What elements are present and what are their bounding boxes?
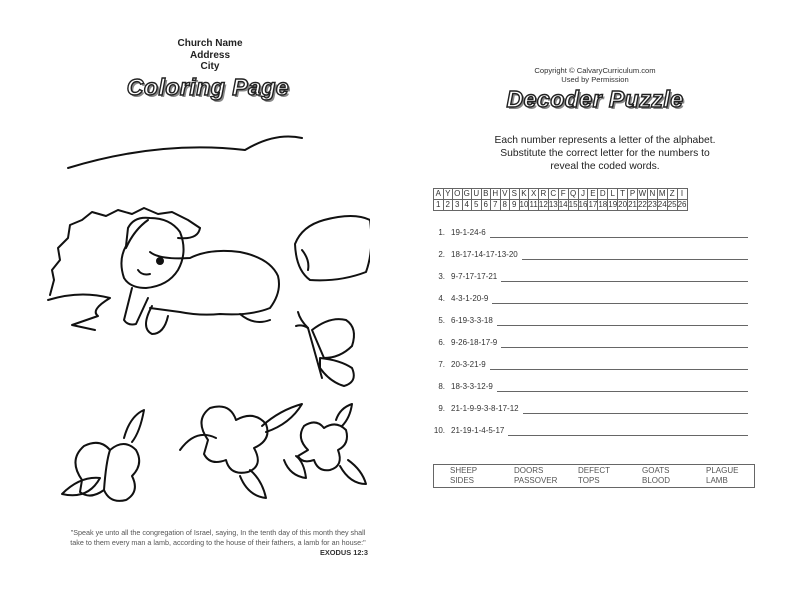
cipher-number-cell: 15 <box>568 200 578 209</box>
answer-line[interactable] <box>501 347 748 348</box>
item-number: 6. <box>438 338 445 347</box>
item-number: 3. <box>438 272 445 281</box>
instruction-line-2: Substitute the correct letter for the numbers to <box>500 148 710 159</box>
coded-word-item <box>433 382 753 396</box>
coded-word-item <box>433 272 753 286</box>
cipher-letter-cell: R <box>538 189 548 200</box>
word-bank-word: LAMB <box>706 476 728 485</box>
lamb-butterfly-flowers-illustration <box>40 120 370 520</box>
coded-number-sequence: 6-19-3-3-18 <box>451 316 493 325</box>
cipher-number-cell: 8 <box>500 200 510 211</box>
cipher-letter-cell: F <box>558 189 568 200</box>
coded-number-sequence: 9-26-18-17-9 <box>451 338 498 347</box>
coded-word-item <box>433 294 753 308</box>
cipher-letter-cell: I <box>677 189 687 200</box>
word-bank-word: DOORS <box>514 466 544 475</box>
coded-word-item <box>433 228 753 242</box>
cipher-number-cell: 13 <box>548 200 558 209</box>
answer-line[interactable] <box>508 435 748 436</box>
cipher-letter-cell: S <box>510 189 520 200</box>
item-number: 4. <box>438 294 445 303</box>
word-bank-word: TOPS <box>578 476 600 485</box>
cipher-number-cell: 21 <box>628 200 637 209</box>
decoder-puzzle-title: Decoder Puzzle <box>506 86 684 112</box>
cipher-number-cell: 12 <box>538 200 548 209</box>
hill-line <box>68 137 302 169</box>
rock <box>295 216 370 280</box>
cipher-letter-cell: E <box>588 189 598 200</box>
cipher-number-cell: 26 <box>677 200 687 209</box>
answer-line[interactable] <box>501 281 748 282</box>
verse-line-1: "Speak ye unto all the congregation of Israel, saying, In the tenth day of this month they shall <box>70 528 366 537</box>
cipher-letter-cell: Z <box>667 189 677 200</box>
coded-number-sequence: 9-7-17-17-21 <box>451 272 498 281</box>
coded-word-item <box>433 316 753 330</box>
verse-reference: EXODUS 12:3 <box>319 548 368 557</box>
church-info <box>130 38 290 73</box>
item-number: 7. <box>438 360 445 369</box>
cipher-letter-cell: C <box>548 189 558 200</box>
coded-word-item <box>433 404 753 418</box>
coded-number-sequence: 18-17-14-17-13-20 <box>451 250 518 259</box>
answer-line[interactable] <box>522 259 748 260</box>
answer-line[interactable] <box>492 303 748 304</box>
cipher-letter-cell: W <box>638 189 647 198</box>
cipher-number-cell: 10 <box>519 200 529 209</box>
cipher-number-row <box>434 200 688 211</box>
word-bank <box>433 464 755 488</box>
answer-line[interactable] <box>490 369 748 370</box>
cipher-number-cell: 19 <box>608 200 618 209</box>
cipher-letter-cell: N <box>647 189 657 200</box>
coded-word-item <box>433 360 753 374</box>
cipher-letter-cell: J <box>578 189 588 200</box>
coded-number-sequence: 21-19-1-4-5-17 <box>451 426 505 435</box>
word-bank-word: GOATS <box>642 466 670 475</box>
cipher-letter-cell: T <box>618 189 628 200</box>
permission-text: Used by Permission <box>561 75 629 84</box>
item-number: 10. <box>433 426 445 435</box>
cipher-letter-cell: V <box>500 189 510 200</box>
cipher-letter-cell: K <box>519 189 529 200</box>
cipher-letter-row <box>434 189 688 200</box>
item-number: 8. <box>438 382 445 391</box>
cipher-number-cell: 1 <box>434 200 444 211</box>
cipher-letter-cell: P <box>628 189 638 200</box>
butterfly-upper-wing <box>312 319 354 358</box>
coded-number-sequence: 4-3-1-20-9 <box>451 294 489 303</box>
cipher-number-cell: 22 <box>637 200 647 209</box>
cipher-number-cell: 11 <box>529 200 538 209</box>
cipher-number-cell: 2 <box>443 200 453 211</box>
cipher-letter-cell: X <box>529 189 539 200</box>
cipher-number-cell: 5 <box>472 200 482 211</box>
cipher-number-cell: 17 <box>588 200 598 209</box>
lamb-body <box>150 251 279 315</box>
word-bank-word: DEFECT <box>578 466 610 475</box>
word-bank-word: SIDES <box>450 476 475 485</box>
copyright-text: Copyright © CalvaryCurriculum.com <box>534 66 656 75</box>
cipher-number-cell: 24 <box>657 200 667 209</box>
copyright-block <box>495 66 695 84</box>
coded-number-sequence: 19-1-24-6 <box>451 228 486 237</box>
cipher-letter-cell: G <box>463 189 470 198</box>
cipher-number-cell: 16 <box>578 200 588 209</box>
cipher-letter-cell: M <box>658 189 666 198</box>
word-bank-word: PLAGUE <box>706 466 739 475</box>
answer-line[interactable] <box>497 325 748 326</box>
cipher-letter-cell: D <box>598 189 608 200</box>
coded-word-item <box>433 426 753 440</box>
butterfly-lower-wing <box>320 358 354 386</box>
cipher-number-cell: 9 <box>510 200 520 211</box>
word-bank-word: SHEEP <box>450 466 478 475</box>
cipher-letter-cell: U <box>473 189 480 198</box>
coded-word-item <box>433 338 753 352</box>
flower-middle <box>201 407 267 473</box>
answer-line[interactable] <box>490 237 748 238</box>
cipher-number-cell: 18 <box>598 200 608 209</box>
item-number: 1. <box>438 228 445 237</box>
answer-line[interactable] <box>523 413 748 414</box>
scripture-verse <box>58 528 378 547</box>
word-bank-word: BLOOD <box>642 476 671 485</box>
instruction-line-1: Each number represents a letter of the alphabet. <box>494 135 716 146</box>
cipher-letter-cell: A <box>434 189 444 200</box>
instruction-line-3: reveal the coded words. <box>550 161 660 172</box>
cipher-number-cell: 4 <box>462 200 472 211</box>
cipher-number-cell: 7 <box>491 200 501 211</box>
church-name: Church Name <box>177 38 243 49</box>
answer-line[interactable] <box>497 391 748 392</box>
coded-number-sequence: 18-3-3-12-9 <box>451 382 493 391</box>
coloring-page-title: Coloring Page <box>126 74 290 100</box>
cipher-letter-cell: B <box>481 189 491 200</box>
item-number: 5. <box>438 316 445 325</box>
cipher-letter-cell: Q <box>569 189 577 198</box>
item-number: 9. <box>438 404 445 413</box>
coded-number-sequence: 21-1-9-9-3-8-17-12 <box>451 404 519 413</box>
coded-word-item <box>433 250 753 264</box>
cipher-number-cell: 20 <box>618 200 628 209</box>
coded-number-sequence: 20-3-21-9 <box>451 360 486 369</box>
cipher-letter-cell: Y <box>443 189 453 200</box>
cipher-letter-cell: L <box>608 189 618 200</box>
cipher-number-cell: 3 <box>453 200 463 211</box>
cipher-letter-cell: O <box>454 189 461 198</box>
cipher-number-cell: 25 <box>667 200 677 209</box>
church-address: Address <box>189 49 230 61</box>
item-number: 2. <box>438 250 445 259</box>
flower-right <box>298 422 347 470</box>
word-bank-word: PASSOVER <box>514 476 558 485</box>
cipher-number-cell: 6 <box>481 200 491 211</box>
instructions <box>455 134 755 173</box>
cipher-number-cell: 14 <box>558 200 568 209</box>
church-city: City <box>200 61 220 72</box>
cipher-number-cell: 23 <box>647 200 657 209</box>
cipher-key-table <box>433 188 688 211</box>
verse-line-2: take to them every man a lamb, according to the house of their fathers, a lamb for an house:" <box>70 537 366 547</box>
grass-bush <box>50 208 200 295</box>
cipher-letter-cell: H <box>492 189 499 198</box>
